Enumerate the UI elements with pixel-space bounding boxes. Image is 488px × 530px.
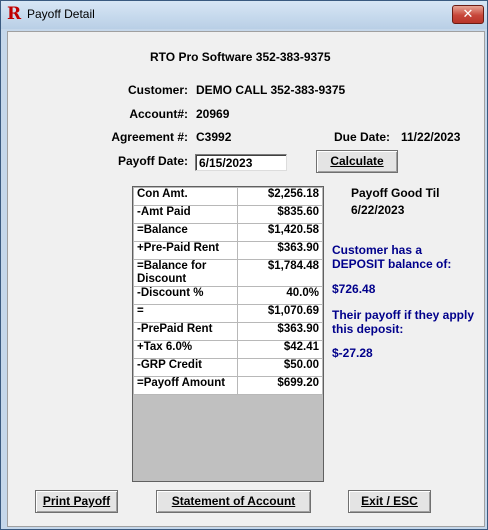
table-row	[134, 260, 323, 287]
row-value: $1,070.69	[238, 305, 323, 323]
row-label: Con Amt.	[134, 188, 238, 206]
row-label: =Payoff Amount	[134, 377, 238, 395]
row-label: +Pre-Paid Rent	[134, 242, 238, 260]
close-button[interactable]	[452, 5, 484, 24]
row-value: $2,256.18	[238, 188, 323, 206]
apply-deposit-message: Their payoff if they apply this deposit:	[332, 308, 475, 336]
good-til-label: Payoff Good Til	[351, 186, 440, 200]
close-icon: ✕	[462, 7, 474, 22]
table-row	[134, 359, 323, 377]
good-til-value: 6/22/2023	[351, 203, 405, 217]
statement-of-account-button[interactable]	[156, 490, 311, 513]
title-bar[interactable]	[1, 1, 487, 29]
agreement-label: Agreement #:	[111, 130, 188, 144]
row-label: -PrePaid Rent	[134, 323, 238, 341]
print-payoff-label: Print Payoff	[42, 494, 111, 508]
account-label: Account#:	[129, 107, 188, 121]
deposit-message: Customer has a DEPOSIT balance of:	[332, 243, 452, 271]
payoff-date-label: Payoff Date:	[117, 154, 188, 168]
dialog-body	[7, 31, 485, 527]
row-label: -GRP Credit	[134, 359, 238, 377]
row-label: -Amt Paid	[134, 206, 238, 224]
row-label: =	[134, 305, 238, 323]
row-label: =Balance	[134, 224, 238, 242]
table-row	[134, 287, 323, 305]
payoff-breakdown-grid[interactable]	[132, 186, 324, 482]
row-value: $1,420.58	[238, 224, 323, 242]
app-logo-icon: R	[7, 4, 22, 24]
row-label: +Tax 6.0%	[134, 341, 238, 359]
row-value: 40.0%	[238, 287, 323, 305]
exit-button[interactable]	[348, 490, 431, 513]
row-value: $42.41	[238, 341, 323, 359]
statement-label: Statement of Account	[171, 494, 296, 508]
table-row	[134, 242, 323, 260]
company-header: RTO Pro Software 352-383-9375	[150, 50, 331, 64]
table-row	[134, 224, 323, 242]
agreement-value: C3992	[196, 130, 232, 144]
row-label: =Balance for Discount	[134, 260, 238, 287]
row-value: $835.60	[238, 206, 323, 224]
row-value: $363.90	[238, 242, 323, 260]
table-row	[134, 206, 323, 224]
payoff-date-input[interactable]: 6/15/2023	[195, 154, 287, 171]
print-payoff-button[interactable]	[35, 490, 118, 513]
account-value: 20969	[196, 107, 230, 121]
calculate-button[interactable]	[316, 150, 398, 173]
table-row	[134, 323, 323, 341]
table-row	[134, 305, 323, 323]
deposit-amount: $726.48	[332, 282, 376, 296]
due-date-label: Due Date:	[334, 130, 391, 144]
payoff-breakdown-table	[133, 187, 323, 395]
exit-label: Exit / ESC	[361, 494, 418, 508]
row-value: $1,784.48	[238, 260, 323, 287]
row-value: $699.20	[238, 377, 323, 395]
row-value: $50.00	[238, 359, 323, 377]
calculate-label: Calculate	[330, 154, 384, 168]
customer-label: Customer:	[127, 83, 188, 97]
applied-payoff-amount: $-27.28	[332, 346, 373, 360]
window-title: Payoff Detail	[27, 7, 95, 21]
table-row	[134, 341, 323, 359]
row-label: -Discount %	[134, 287, 238, 305]
due-date-value: 11/22/2023	[401, 130, 461, 144]
table-row	[134, 377, 323, 395]
row-value: $363.90	[238, 323, 323, 341]
table-row	[134, 188, 323, 206]
customer-value: DEMO CALL 352-383-9375	[196, 83, 346, 97]
